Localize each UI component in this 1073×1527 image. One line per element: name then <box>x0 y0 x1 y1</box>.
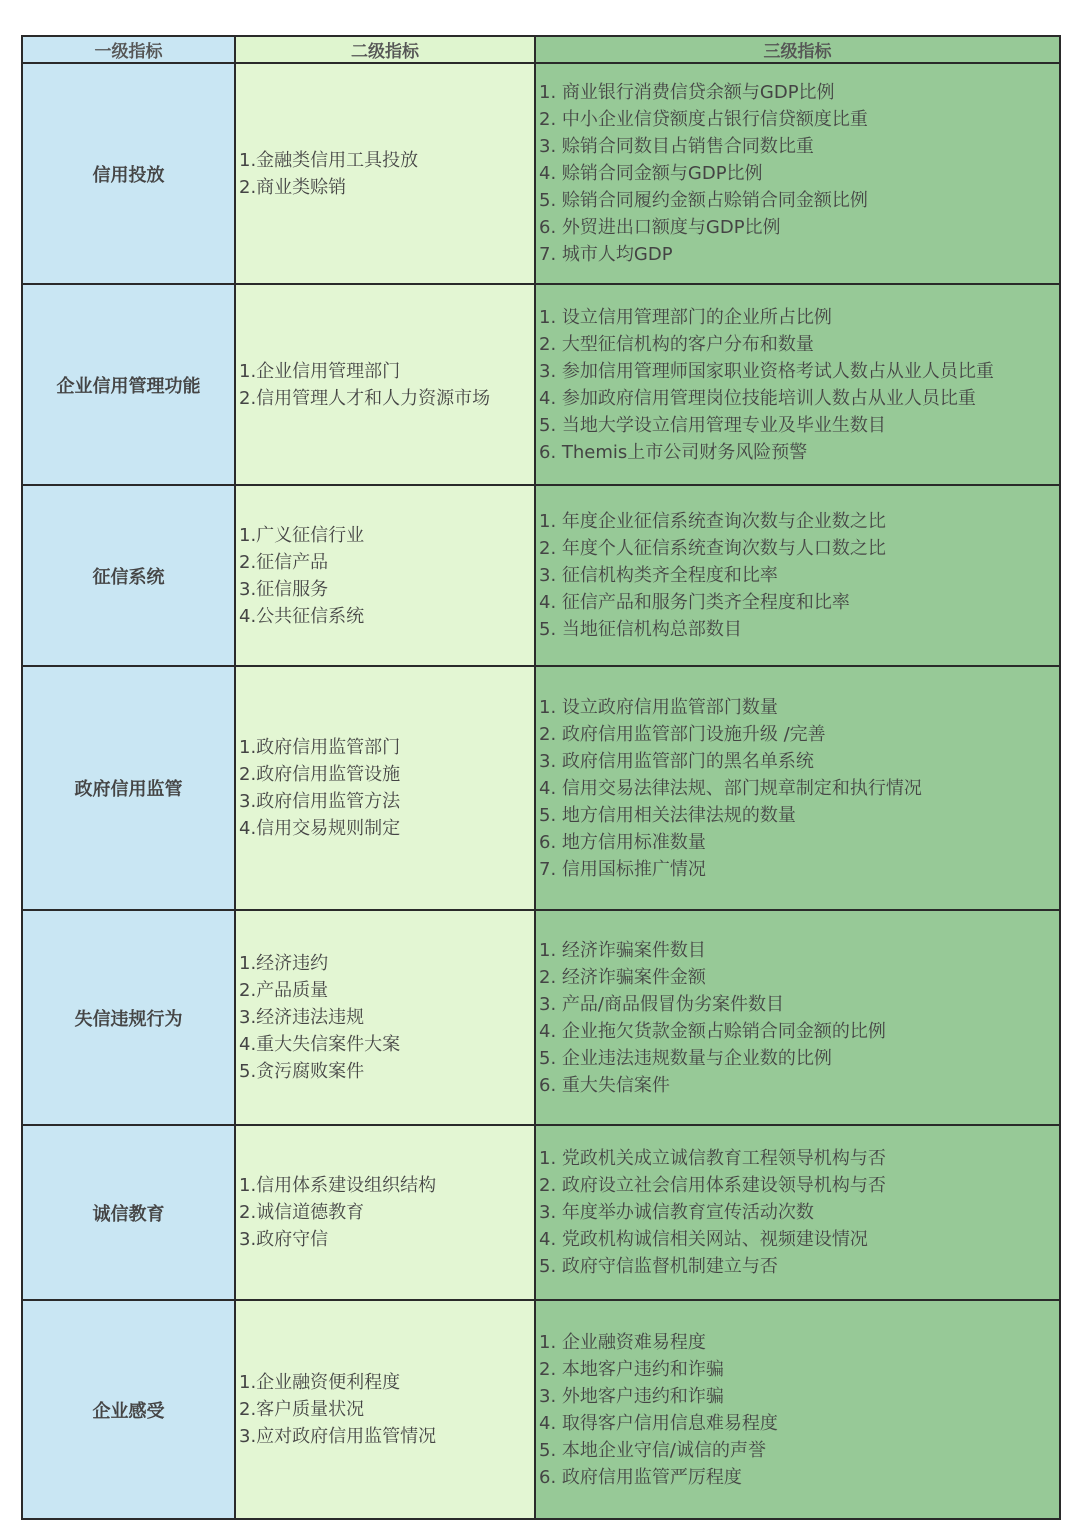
level3-item: 3. 年度举办诚信教育宣传活动次数 <box>539 1202 814 1223</box>
level3-cell <box>535 666 1060 910</box>
level2-item: 4.信用交易规则制定 <box>239 818 401 839</box>
level3-item: 1. 设立信用管理部门的企业所占比例 <box>539 306 832 328</box>
level3-item: 1. 商业银行消费信贷余额与GDP比例 <box>539 82 835 103</box>
level2-cell <box>235 284 535 485</box>
level3-cell <box>535 485 1060 666</box>
level2-item: 2.诚信道德教育 <box>239 1202 365 1223</box>
level3-item: 2. 本地客户违约和诈骗 <box>539 1358 724 1380</box>
level2-item: 2.商业类赊销 <box>239 176 347 198</box>
level3-item: 7. 信用国标推广情况 <box>539 858 706 880</box>
level2-cell <box>235 666 535 910</box>
level1-cell: 征信系统 <box>22 485 235 666</box>
level1-cell: 企业感受 <box>22 1300 235 1519</box>
level2-item: 3.政府守信 <box>239 1229 329 1250</box>
level3-item: 2. 政府设立社会信用体系建设领导机构与否 <box>539 1175 886 1196</box>
table-row <box>22 1125 1060 1300</box>
level2-cell <box>235 910 535 1125</box>
level3-item: 3. 政府信用监管部门的黑名单系统 <box>539 750 814 772</box>
level2-item: 2.征信产品 <box>239 551 329 573</box>
level1-cell: 诚信教育 <box>22 1125 235 1300</box>
level3-item: 6. 重大失信案件 <box>539 1074 670 1096</box>
level3-item: 2. 中小企业信贷额度占银行信贷额度比重 <box>539 109 868 130</box>
level3-item: 6. Themis上市公司财务风险预警 <box>539 441 808 463</box>
level3-item: 2. 年度个人征信系统查询次数与人口数之比 <box>539 538 886 559</box>
header-level2: 二级指标 <box>235 36 535 63</box>
level3-item: 1. 企业融资难易程度 <box>539 1331 706 1353</box>
level2-item: 1.经济违约 <box>239 953 329 974</box>
level3-item: 1. 年度企业征信系统查询次数与企业数之比 <box>539 511 886 532</box>
level3-item: 6. 外贸进出口额度与GDP比例 <box>539 217 781 238</box>
level3-item: 6. 地方信用标准数量 <box>539 831 706 853</box>
level3-item: 4. 参加政府信用管理岗位技能培训人数占从业人员比重 <box>539 387 976 409</box>
level2-cell <box>235 1300 535 1519</box>
level3-item: 4. 企业拖欠货款金额占赊销合同金额的比例 <box>539 1020 886 1042</box>
level3-item: 5. 当地大学设立信用管理专业及毕业生数目 <box>539 414 886 436</box>
level3-item: 3. 产品/商品假冒伪劣案件数目 <box>539 993 784 1015</box>
level3-item: 1. 设立政府信用监管部门数量 <box>539 696 778 718</box>
level2-item: 1.金融类信用工具投放 <box>239 149 419 171</box>
level3-item: 4. 赊销合同金额与GDP比例 <box>539 163 763 184</box>
level3-item: 3. 外地客户违约和诈骗 <box>539 1385 724 1407</box>
level3-item: 5. 本地企业守信/诚信的声誉 <box>539 1439 766 1461</box>
level2-item: 3.经济违法违规 <box>239 1007 365 1028</box>
level2-item: 1.企业融资便利程度 <box>239 1372 401 1393</box>
level3-item: 4. 党政机构诚信相关网站、视频建设情况 <box>539 1229 868 1250</box>
level3-item: 2. 大型征信机构的客户分布和数量 <box>539 333 814 355</box>
level2-item: 2.产品质量 <box>239 980 329 1001</box>
level3-item: 5. 当地征信机构总部数目 <box>539 619 742 640</box>
level2-item: 4.公共征信系统 <box>239 605 365 627</box>
level2-item: 4.重大失信案件大案 <box>239 1034 401 1055</box>
level2-item: 3.应对政府信用监管情况 <box>239 1426 437 1447</box>
level1-cell: 企业信用管理功能 <box>22 284 235 485</box>
level3-cell <box>535 1300 1060 1519</box>
table-row <box>22 63 1060 284</box>
level2-item: 3.政府信用监管方法 <box>239 791 401 812</box>
indicator-table-container <box>21 35 1059 1520</box>
level2-item: 5.贪污腐败案件 <box>239 1061 365 1082</box>
level3-item: 2. 政府信用监管部门设施升级 /完善 <box>539 723 826 745</box>
credit-indicator-table <box>21 35 1061 1520</box>
table-row <box>22 284 1060 485</box>
table-row <box>22 910 1060 1125</box>
header-level3: 三级指标 <box>535 36 1060 63</box>
level3-item: 6. 政府信用监管严厉程度 <box>539 1466 742 1488</box>
level2-item: 2.政府信用监管设施 <box>239 764 401 785</box>
level2-item: 1.信用体系建设组织结构 <box>239 1175 437 1196</box>
level3-cell <box>535 63 1060 284</box>
level3-cell <box>535 284 1060 485</box>
table-header-row <box>22 36 1060 63</box>
level3-item: 5. 赊销合同履约金额占赊销合同金额比例 <box>539 190 868 211</box>
level2-item: 1.企业信用管理部门 <box>239 360 401 382</box>
table-row <box>22 485 1060 666</box>
level3-item: 4. 取得客户信用信息难易程度 <box>539 1412 778 1434</box>
level3-item: 2. 经济诈骗案件金额 <box>539 966 706 988</box>
level3-item: 4. 信用交易法律法规、部门规章制定和执行情况 <box>539 777 922 799</box>
level2-cell <box>235 485 535 666</box>
level3-item: 3. 赊销合同数目占销售合同数比重 <box>539 136 814 157</box>
level2-item: 2.信用管理人才和人力资源市场 <box>239 387 491 409</box>
level3-item: 5. 地方信用相关法律法规的数量 <box>539 804 796 826</box>
header-level1: 一级指标 <box>22 36 235 63</box>
level1-cell: 信用投放 <box>22 63 235 284</box>
level3-item: 1. 党政机关成立诚信教育工程领导机构与否 <box>539 1148 886 1169</box>
table-row <box>22 1300 1060 1519</box>
level3-item: 3. 征信机构类齐全程度和比率 <box>539 565 778 586</box>
level2-item: 1.广义征信行业 <box>239 524 365 546</box>
level2-cell <box>235 1125 535 1300</box>
level3-item: 7. 城市人均GDP <box>539 244 673 265</box>
level3-cell <box>535 1125 1060 1300</box>
level2-cell <box>235 63 535 284</box>
level1-cell: 政府信用监管 <box>22 666 235 910</box>
level2-item: 3.征信服务 <box>239 578 329 600</box>
level3-item: 4. 征信产品和服务门类齐全程度和比率 <box>539 592 850 613</box>
level3-item: 5. 企业违法违规数量与企业数的比例 <box>539 1047 832 1069</box>
level1-cell: 失信违规行为 <box>22 910 235 1125</box>
level3-item: 3. 参加信用管理师国家职业资格考试人数占从业人员比重 <box>539 360 994 382</box>
level3-item: 5. 政府守信监督机制建立与否 <box>539 1256 778 1277</box>
level2-item: 1.政府信用监管部门 <box>239 737 401 758</box>
level2-item: 2.客户质量状况 <box>239 1399 365 1420</box>
level3-cell <box>535 910 1060 1125</box>
level3-item: 1. 经济诈骗案件数目 <box>539 939 706 961</box>
table-row <box>22 666 1060 910</box>
